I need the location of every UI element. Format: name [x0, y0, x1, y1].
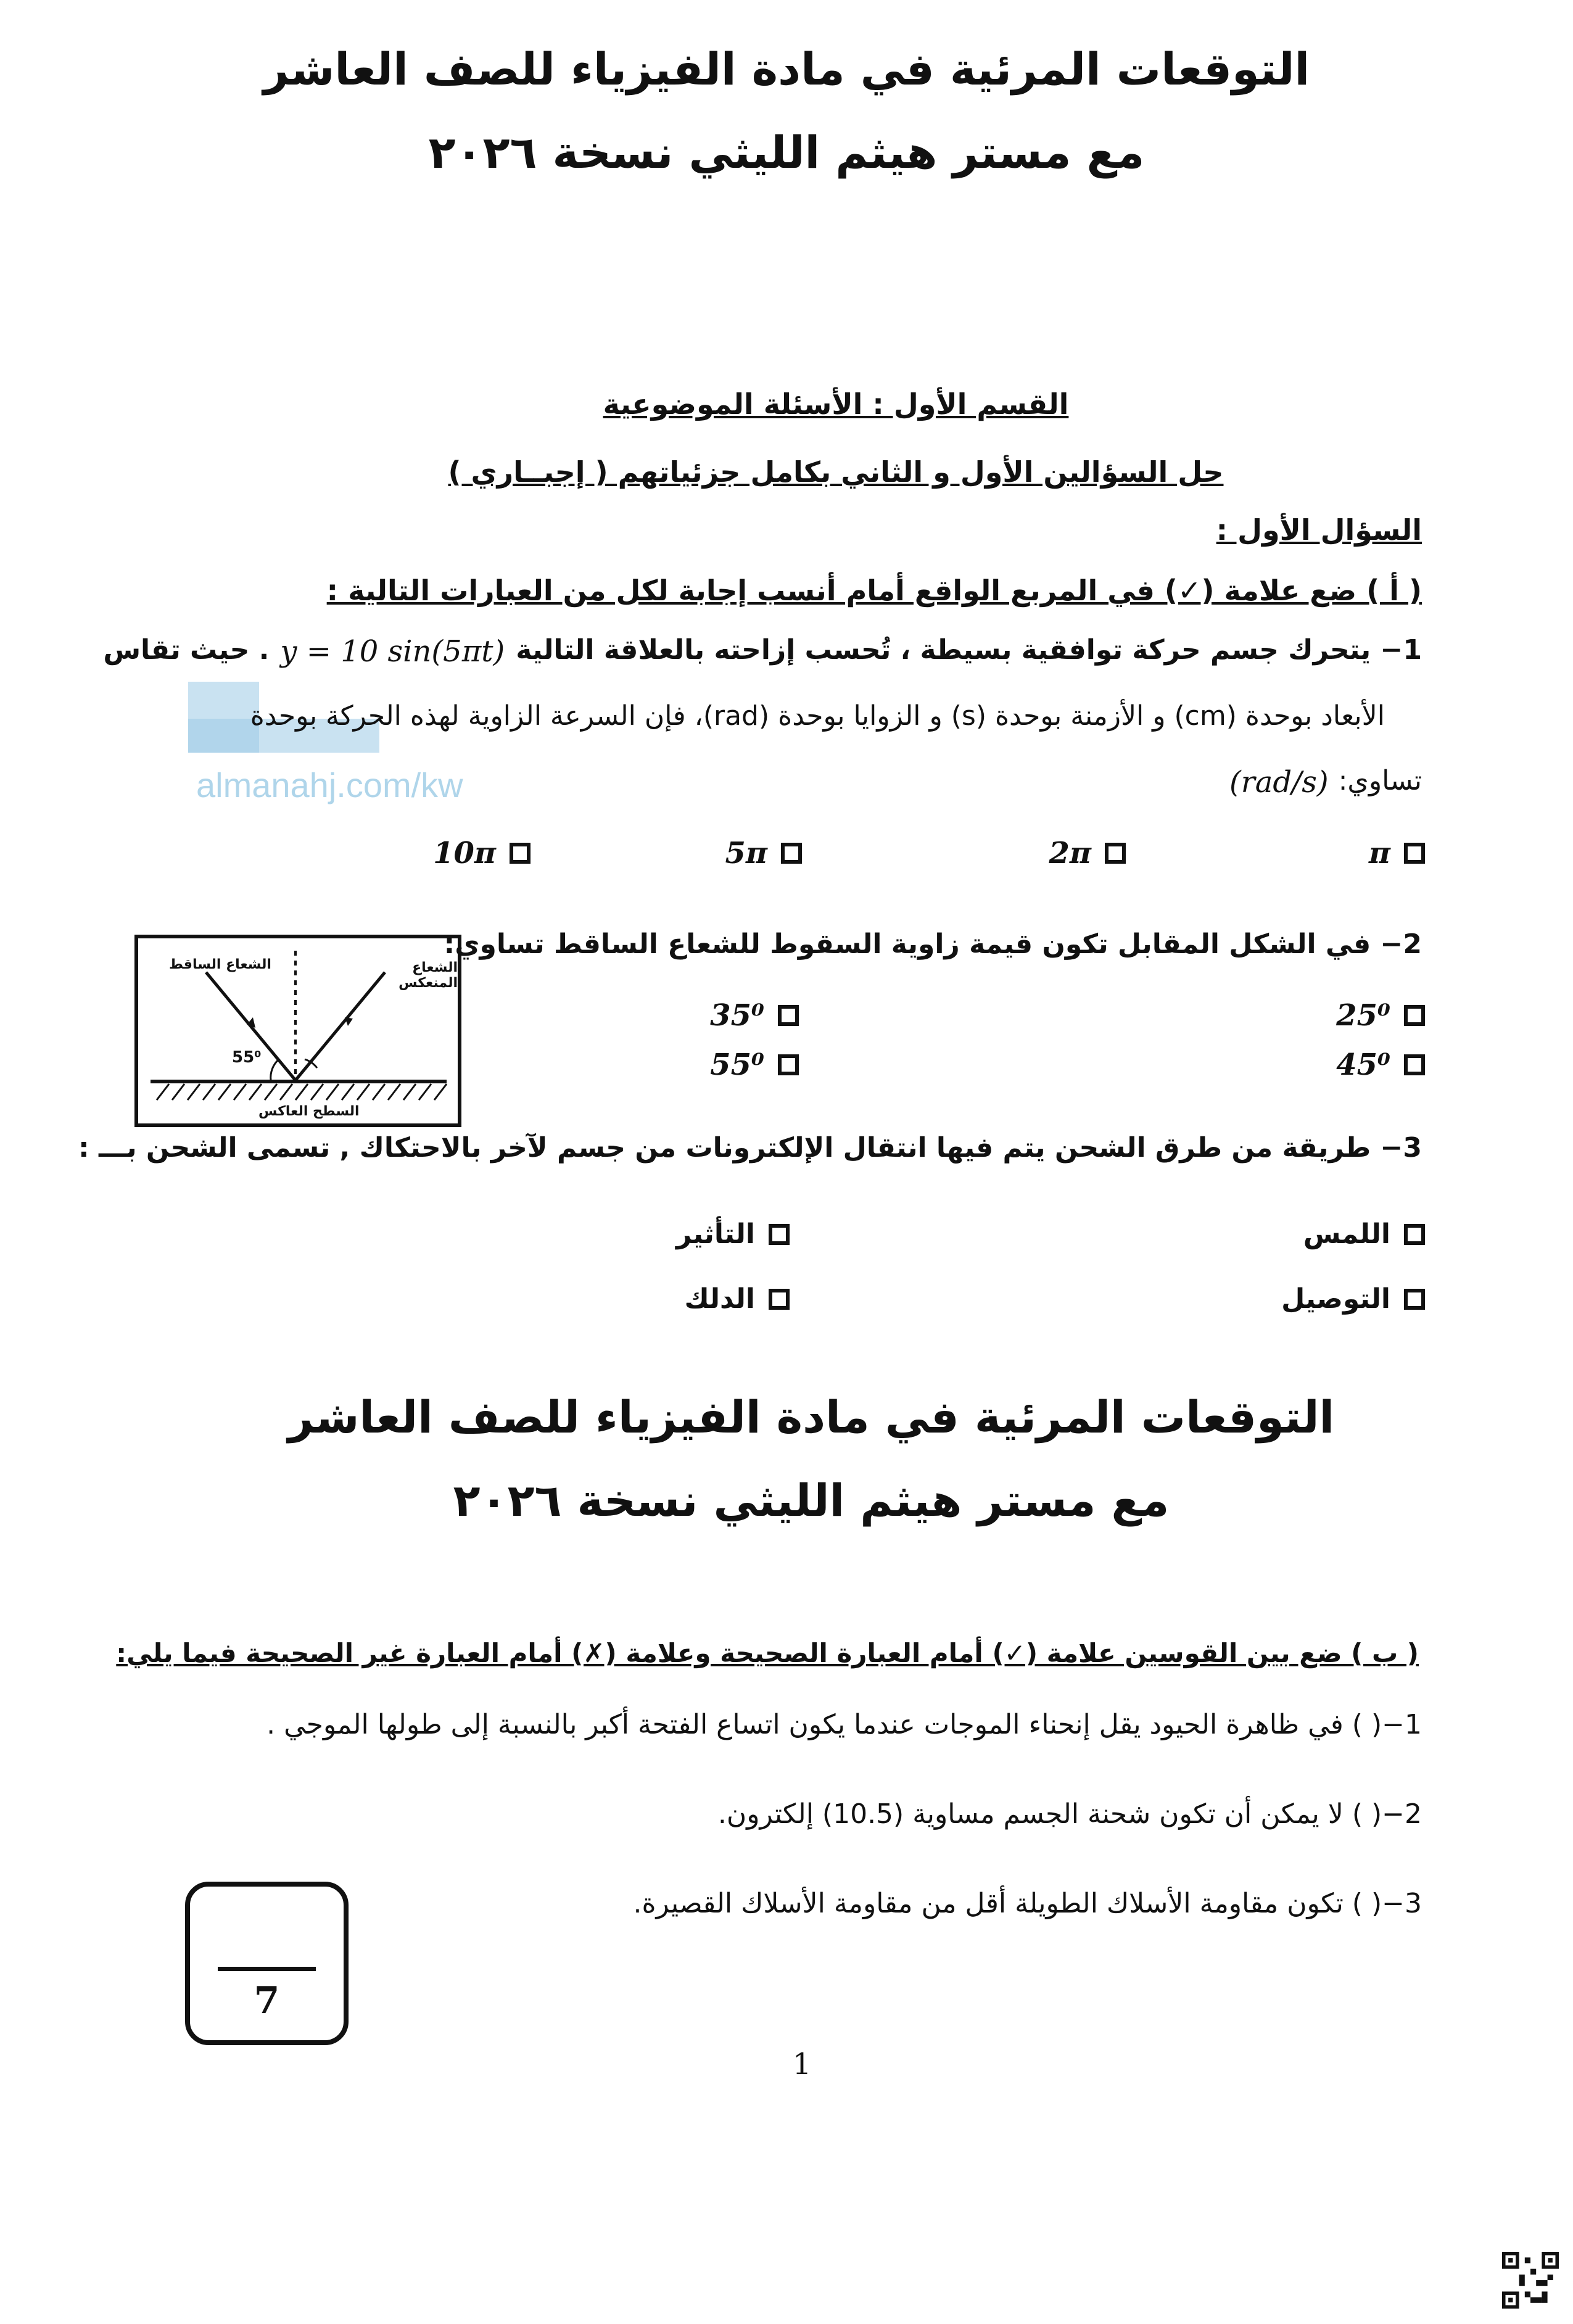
angle-label: 55⁰: [232, 1048, 262, 1067]
q1-item2-option-2[interactable]: [710, 998, 799, 1033]
checkbox-icon[interactable]: [769, 1289, 790, 1310]
qr-code-icon[interactable]: [1502, 2252, 1559, 2309]
q1-item1-option-2[interactable]: [1049, 836, 1126, 870]
option-label: 25⁰: [1336, 998, 1390, 1033]
score-total: 7: [254, 1979, 280, 2022]
q1-item1-text: 1− يتحرك جسم حركة توافقية بسيطة ، تُحسب إزاحته بالعلاقة التالية: [516, 634, 1422, 666]
checkbox-icon[interactable]: [769, 1224, 790, 1245]
score-line: [218, 1967, 316, 1971]
score-box: [185, 1882, 349, 2045]
option-label: 35⁰: [710, 998, 764, 1033]
q1-item1-text-end: . حيث تقاس: [103, 634, 270, 666]
checkbox-icon[interactable]: [510, 843, 531, 864]
angle-arc: [271, 1059, 279, 1080]
section-title: القسم الأول : الأسئلة الموضوعية: [603, 387, 1069, 421]
reflected-ray-label: الشعاع المنعكس: [398, 960, 458, 991]
q1-item1-line3-text: تساوي:: [1338, 765, 1422, 796]
watermark-site: almanahj.com/kw: [196, 766, 463, 804]
q1-item3-option-1[interactable]: [1303, 1218, 1425, 1250]
option-label: 5π: [725, 836, 767, 870]
mirror-hatching: [157, 1084, 447, 1100]
option-label: 10π: [433, 836, 496, 870]
part-b-item-3: 3−( ) تكون مقاومة الأسلاك الطويلة أقل من مقاومة الأسلاك القصيرة.: [633, 1888, 1422, 1919]
checkbox-icon[interactable]: [1404, 1289, 1425, 1310]
option-label: 55⁰: [710, 1048, 764, 1082]
mirror-surface-label: السطح العاكس: [258, 1104, 360, 1119]
option-label: اللمس: [1303, 1218, 1390, 1250]
option-label: π: [1368, 836, 1390, 870]
q1-item2-option-1[interactable]: [1336, 998, 1425, 1033]
q1-item1-equation: y = 10 sin(5πt): [280, 634, 505, 669]
checkbox-icon[interactable]: [778, 1054, 799, 1075]
question1-label: السؤال الأول :: [1216, 513, 1422, 547]
option-label: الدلك: [684, 1283, 755, 1315]
part-b-heading: ( ب ) ضع بين القوسين علامة (✓) أمام العبارة الصحيحة وعلامة (✗) أمام العبارة غير الصحيحة فيما يلي:: [116, 1638, 1419, 1668]
option-label: التوصيل: [1281, 1283, 1390, 1315]
q1-item3-option-4[interactable]: [684, 1283, 790, 1315]
reflection-figure: [134, 935, 461, 1127]
option-label: التأثير: [676, 1218, 755, 1250]
q1-item1-option-1[interactable]: [1369, 836, 1425, 870]
checkbox-icon[interactable]: [778, 1005, 799, 1026]
checkbox-icon[interactable]: [1105, 843, 1126, 864]
q1-item1-line2: الأبعاد بوحدة (cm) و الأزمنة بوحدة (s) و الزوايا بوحدة (rad)، فإن السرعة الزاوية لهذه الحركة بوحدة: [250, 700, 1385, 732]
q1-item1-option-3[interactable]: [725, 836, 802, 870]
q1-item1-line1: [103, 634, 1422, 669]
q1-item2-text: 2− في الشكل المقابل تكون قيمة زاوية السقوط للشعاع الساقط تساوي:: [444, 928, 1422, 960]
q1-item2-option-4[interactable]: [710, 1048, 799, 1082]
checkbox-icon[interactable]: [781, 843, 802, 864]
page-title-repeat-line1: التوقعات المرئية في مادة الفيزياء للصف العاشر: [287, 1391, 1335, 1443]
q1-item3-option-3[interactable]: [1281, 1283, 1425, 1315]
part-a-heading: ( أ ) ضع علامة (✓) في المربع الواقع أمام أنسب إجابة لكل من العبارات التالية :: [326, 574, 1422, 607]
incident-ray-label: الشعاع الساقط: [169, 957, 271, 972]
reflected-ray: [295, 972, 385, 1080]
q1-item1-line3: [1229, 765, 1422, 800]
checkbox-icon[interactable]: [1404, 1005, 1425, 1026]
q1-item1-option-4[interactable]: [433, 836, 531, 870]
section-instruction: حل السؤالين الأول و الثاني بكامل جزئياتهم ( إجبــاري ): [448, 455, 1224, 489]
q1-item3-text: 3− طريقة من طرق الشحن يتم فيها انتقال الإلكترونات من جسم لآخر بالاحتكاك , تسمى الشحن بـــ :: [78, 1132, 1422, 1164]
page-number: 1: [792, 2047, 812, 2082]
option-label: 45⁰: [1336, 1048, 1390, 1082]
checkbox-icon[interactable]: [1404, 843, 1425, 864]
checkbox-icon[interactable]: [1404, 1054, 1425, 1075]
checkbox-icon[interactable]: [1404, 1224, 1425, 1245]
option-label: 2π: [1049, 836, 1091, 870]
qr-code-graphic: [1502, 2252, 1559, 2309]
page-title-line1: التوقعات المرئية في مادة الفيزياء للصف العاشر: [263, 43, 1310, 95]
q1-item3-option-2[interactable]: [676, 1218, 790, 1250]
part-b-item-1: 1−( ) في ظاهرة الحيود يقل إنحناء الموجات عندما يكون اتساع الفتحة أكبر بالنسبة إلى طولها الموجي .: [266, 1709, 1422, 1740]
page-title-repeat-line2: مع مستر هيثم الليثي نسخة ٢٠٢٦: [453, 1474, 1170, 1526]
q1-item1-unit: (rad/s): [1229, 765, 1329, 800]
page-title-line2: مع مستر هيثم الليثي نسخة ٢٠٢٦: [428, 126, 1145, 178]
q1-item2-option-3[interactable]: [1336, 1048, 1425, 1082]
part-b-item-2: 2−( ) لا يمكن أن تكون شحنة الجسم مساوية (10.5) إلكترون.: [717, 1798, 1422, 1830]
